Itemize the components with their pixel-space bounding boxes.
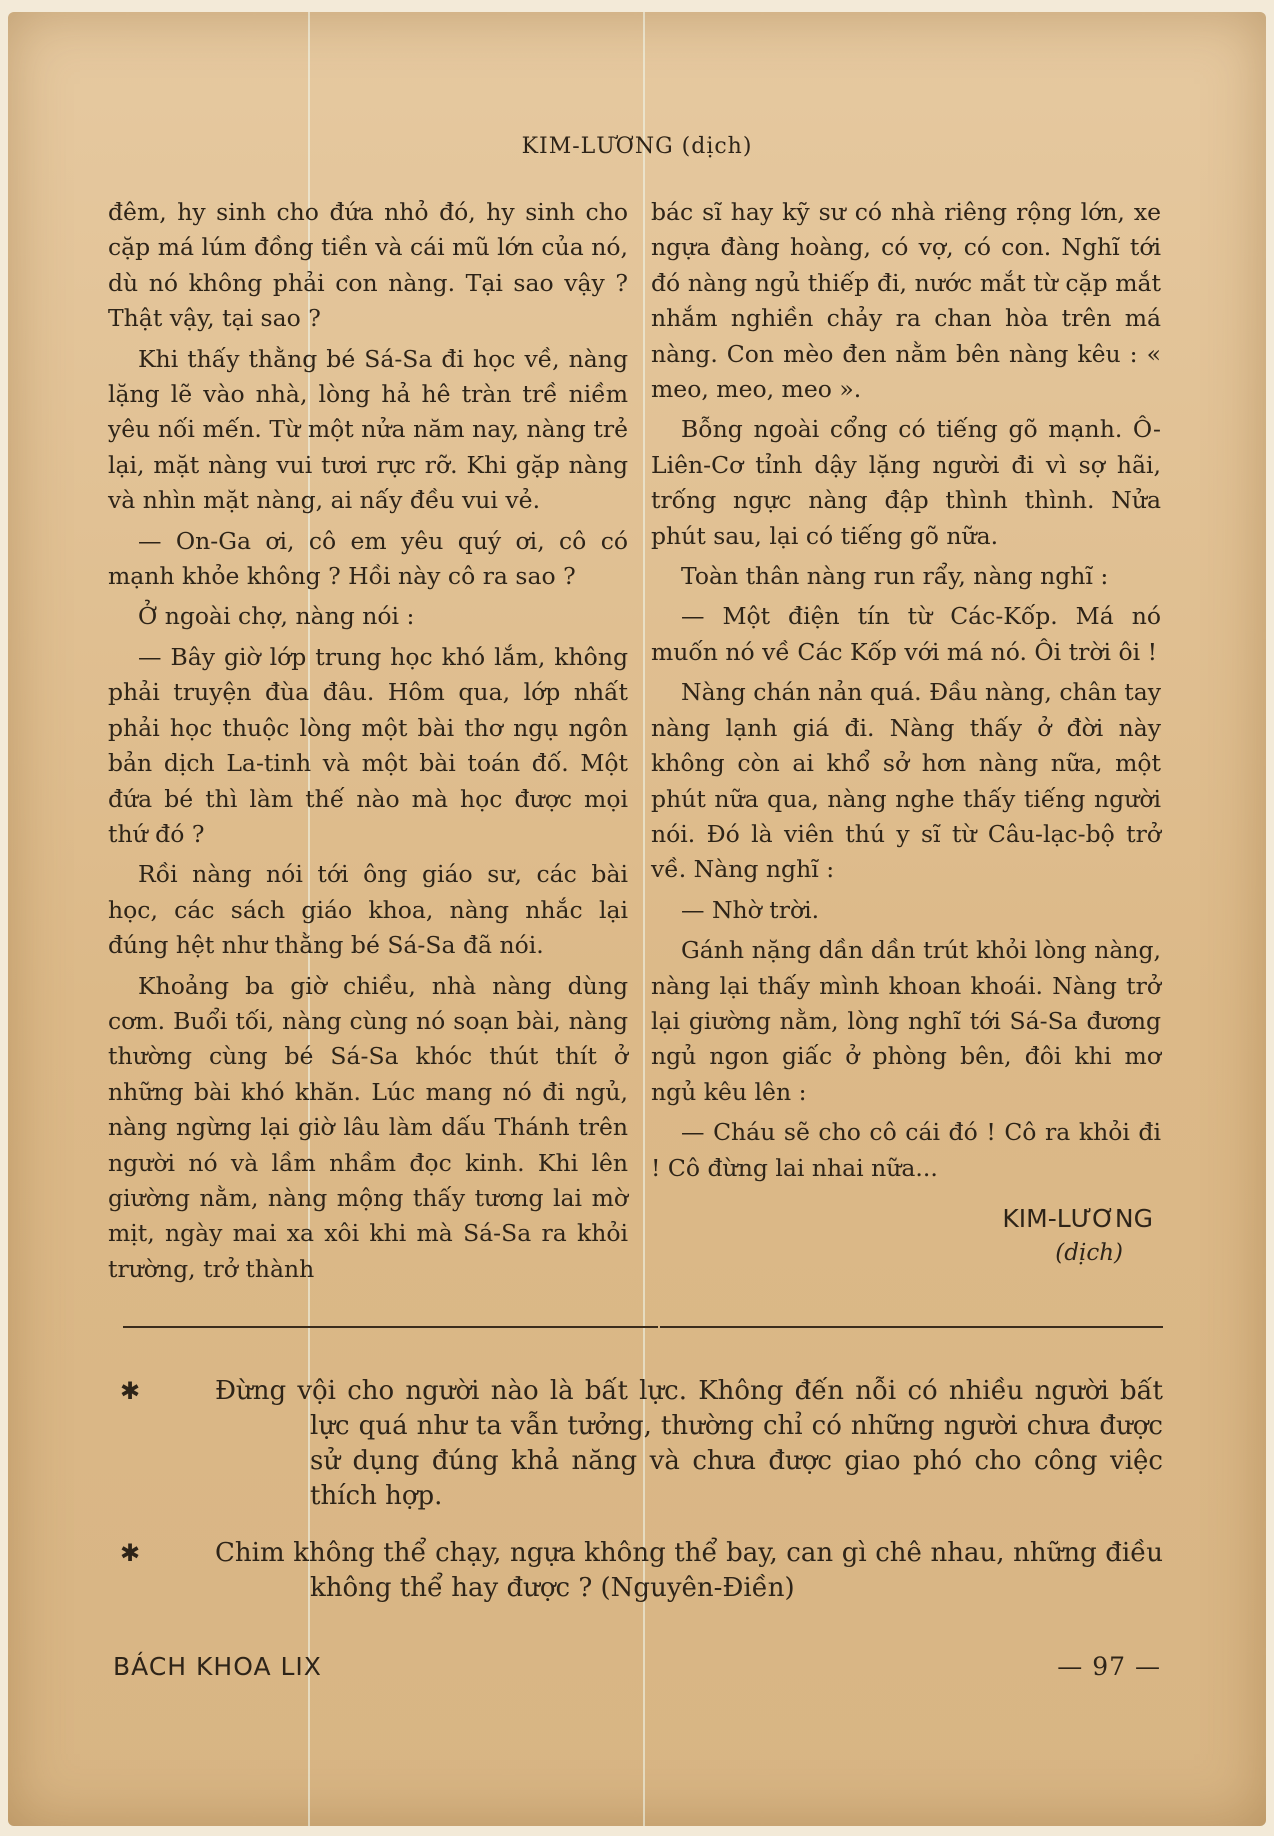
- quote-text: Chim không thể chạy, ngựa không thể bay, can gì chê nhau, những điều không thể hay được ? (Nguyên-Điền): [215, 1538, 1163, 1603]
- magazine-name: BÁCH KHOA LIX: [113, 1652, 322, 1681]
- page-number: — 97 —: [1057, 1652, 1161, 1681]
- paragraph: Khi thấy thằng bé Sá-Sa đi học về, nàng lặng lẽ vào nhà, lòng hả hê tràn trề niềm yêu nối mến. Từ một nửa năm nay, nàng trẻ lại, mặt nàng vui tươi rực rỡ. Khi gặp nàng và nhìn mặt nàng, ai nấy đều vui vẻ.: [108, 344, 628, 515]
- paragraph: — On-Ga ơi, cô em yêu quý ơi, cô có mạnh khỏe không ? Hồi này cô ra sao ?: [108, 526, 628, 591]
- paragraph: Khoảng ba giờ chiều, nhà nàng dùng cơm. Buổi tối, nàng cùng nó soạn bài, nàng thường cùng bé Sá-Sa khóc thút thít ở những bài khó khăn. Lúc mang nó đi ngủ, nàng ngừng lại giờ lâu làm dấu Thánh trên người nó và lầm nhầm đọc kinh. Khi lên giường nằm, nàng mộng thấy tương lai mờ mịt, ngày mai xa xôi khi mà Sá-Sa ra khỏi trường, trở thành: [108, 971, 628, 1283]
- paragraph: Ở ngoài chợ, nàng nói :: [138, 602, 415, 631]
- running-header: KIM-LƯƠNG (dịch): [521, 134, 753, 159]
- divider-rule: [123, 1326, 658, 1328]
- quote-item: [120, 1536, 1163, 1606]
- translator-note: (dịch): [1055, 1239, 1123, 1266]
- paragraph: — Một điện tín từ Các-Kốp. Má nó muốn nó về Các Kốp với má nó. Ôi trời ôi !: [651, 602, 1161, 666]
- paragraph: Rồi nàng nói tới ông giáo sư, các bài học, các sách giáo khoa, nàng nhắc lại đúng hệt như thằng bé Sá-Sa đã nói.: [108, 860, 628, 960]
- author-signature: KIM-LƯƠNG: [1002, 1203, 1153, 1233]
- star-bullet-icon: ✱: [120, 1377, 141, 1405]
- page-footer: [113, 1652, 1161, 1692]
- paragraph: — Bây giờ lớp trung học khó lắm, không phải truyện đùa đâu. Hôm qua, lớp nhất phải học thuộc lòng một bài thơ ngụ ngôn bản dịch La-tinh và một bài toán đố. Một đứa bé thì làm thế nào mà học được mọi thứ đó ?: [108, 642, 628, 848]
- quote-item: [120, 1374, 1163, 1514]
- paragraph: — Cháu sẽ cho cô cái đó ! Cô ra khỏi đi ! Cô đừng lai nhai nữa...: [651, 1118, 1161, 1182]
- paragraph: Gánh nặng dần dần trút khỏi lòng nàng, nàng lại thấy mình khoan khoái. Nàng trở lại giường nằm, lòng nghĩ tới Sá-Sa đương ngủ ngon giấc ở phòng bên, đôi khi mơ ngủ kêu lên :: [651, 936, 1161, 1106]
- paragraph: — Nhờ trời.: [681, 895, 820, 924]
- quotes-section: [120, 1374, 1163, 1628]
- page: [8, 12, 1266, 1826]
- quote-text: Đừng vội cho người nào là bất lực. Không đến nỗi có nhiều người bất lực quá như ta vẫn tưởng, thường chỉ có những người chưa được sử dụng đúng khả năng và chưa được giao phó cho công việc thích hợp.: [215, 1376, 1163, 1511]
- paragraph: Bỗng ngoài cổng có tiếng gõ mạnh. Ô-Liên-Cơ tỉnh dậy lặng người đi vì sợ hãi, trống ngực nàng đập thình thình. Nửa phút sau, lại có tiếng gõ nữa.: [651, 415, 1161, 550]
- star-bullet-icon: ✱: [120, 1539, 141, 1567]
- paragraph: Toàn thân nàng run rẩy, nàng nghĩ :: [681, 562, 1109, 591]
- paragraph: đêm, hy sinh cho đứa nhỏ đó, hy sinh cho cặp má lúm đồng tiền và cái mũ lớn của nó, dù nó không phải con nàng. Tại sao vậy ? Thật vậy, tại sao ?: [108, 198, 628, 333]
- paragraph: bác sĩ hay kỹ sư có nhà riêng rộng lớn, xe ngựa đàng hoàng, có vợ, có con. Nghĩ tới đó nàng ngủ thiếp đi, nước mắt từ cặp mắt nhắm nghiền chảy ra chan hòa trên má nàng. Con mèo đen nằm bên nàng kêu : « meo, meo, meo ».: [651, 198, 1161, 404]
- left-column: [108, 195, 628, 1292]
- divider-rule: [660, 1326, 1163, 1328]
- paragraph: Nàng chán nản quá. Đầu nàng, chân tay nàng lạnh giá đi. Nàng thấy ở đời này không còn ai khổ sở hơn nàng nữa, một phút nữa qua, nàng nghe thấy tiếng người nói. Đó là viên thú y sĩ từ Câu-lạc-bộ trở về. Nàng nghĩ :: [651, 678, 1161, 884]
- right-column: [651, 195, 1161, 1270]
